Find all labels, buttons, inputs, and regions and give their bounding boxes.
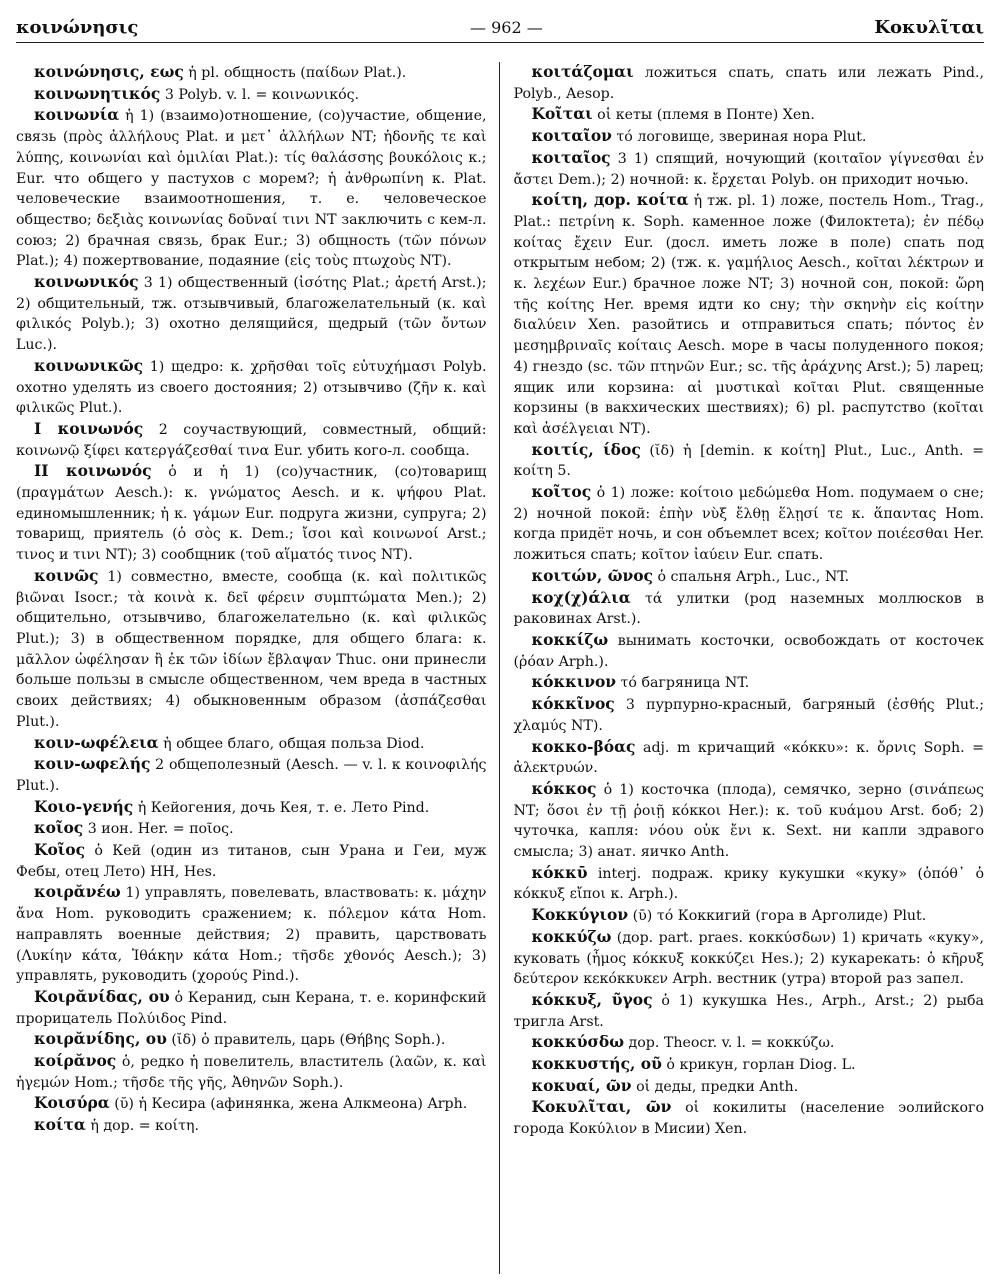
entry-definition: οἱ кеты (племя в Понте) Xen. <box>592 107 815 124</box>
dictionary-entry <box>514 62 985 104</box>
entry-definition: ἡ Кейогения, дочь Кея, т. е. Лето Pind. <box>133 799 430 816</box>
entry-headword: II κοινωνός <box>34 461 152 481</box>
dictionary-entry <box>514 482 985 566</box>
entry-headword: κόκκυξ, ῦγος <box>531 989 653 1009</box>
entry-definition: 3 ион. Her. = ποῖος. <box>83 821 234 838</box>
entry-headword: κοιτών, ῶνος <box>531 565 653 585</box>
running-head-right: Κοκυλῖται <box>874 16 984 38</box>
entry-headword: Κοκυλῖται, ῶν <box>531 1097 672 1117</box>
entry-headword: Κοῖται <box>531 104 593 124</box>
dictionary-entry <box>514 905 985 927</box>
dictionary-entry <box>16 1051 487 1093</box>
entry-definition: interj. подраж. крику кукушки «куку» (ὁπόθ᾽ ὁ κόκκυξ εἴποι κ. Arph.). <box>513 865 984 903</box>
dictionary-entry <box>514 779 985 863</box>
dictionary-entry <box>514 737 985 779</box>
dictionary-entry <box>514 927 985 990</box>
dictionary-entry <box>16 882 487 987</box>
entry-headword: κοιρᾰνέω <box>34 882 121 902</box>
entry-headword: I κοινωνός <box>34 418 144 438</box>
dictionary-entry <box>16 84 487 106</box>
entry-definition: τό багряница NT. <box>616 675 750 692</box>
right-column <box>500 62 985 1274</box>
dictionary-entry <box>16 461 487 566</box>
entry-definition: (ῐδ) ὁ правитель, царь (Θήβης Soph.). <box>166 1032 446 1049</box>
entry-definition: 2 общеполезный (Aesch. — v. l. к κοινοφιλής Plut.). <box>16 757 487 794</box>
dictionary-entry <box>514 1076 985 1098</box>
dictionary-entry <box>514 440 985 482</box>
dictionary-entry <box>16 1029 487 1051</box>
entry-headword: κοκκύζω <box>531 926 612 946</box>
entry-definition: ἡ дор. = κοίτη. <box>85 1118 199 1135</box>
dictionary-entry <box>16 733 487 755</box>
entry-definition: ὁ, редко ἡ повелитель, властитель (λαῶν, κ. καὶ ἡγεμών Hom.; τῆσδε τῆς γῆς, Ἀθηνῶν Soph.). <box>16 1054 487 1091</box>
dictionary-entry <box>16 754 487 796</box>
dictionary-entry <box>16 840 487 882</box>
entry-headword: κόκκινον <box>531 672 617 692</box>
entry-definition: τά улитки (род наземных моллюсков в раковинах Arst.). <box>513 590 984 628</box>
entry-definition: ἡ 1) (взаимо)отношение, (со)участие, общение, связь (πρὸς ἀλλήλους Plat. и μετ᾽ ἀλλήλων NT; ἡδονῆς τε καὶ λύπης, κοινωνίαι καὶ ὁμιλίαι Plat.): τίς θαλάσσης βουκόλοις κ.; Eur. что общего у пастухов с морем?; ἡ ἀνθρωπίνη κ. Plat. человеческие взаимоотношения, т. е. человеческое общество; δεξιὰς κοινωνίας δοῦναί τινι NT заключить с кем-л. союз; 2) брачная связь, брак Eur.; 3) общность (τῶν πόνων Plat.); 4) пожертвование, подаяние (εἰς τοὺς πτωχοὺς NT). <box>16 108 487 270</box>
entry-definition: ὁ 1) косточка (плода), семячко, зерно (σινάπεως NT; ὅσοι ἐν τῇ ῥοιῇ κόκκοι Her.): κ. τοῦ κυάμου Arst. боб; 2) чуточка, капля: νόου οὐκ ἔνι κ. Sext. ни капли здравого смысла; 3) анат. яичко Anth. <box>513 781 984 861</box>
entry-headword: κοίτη, дор. κοίτα <box>531 190 689 210</box>
dictionary-entry <box>16 272 487 356</box>
entry-headword: Κοισύρα <box>34 1093 110 1113</box>
dictionary-entry <box>16 987 487 1029</box>
dictionary-entry <box>16 356 487 419</box>
dictionary-entry <box>16 1093 487 1115</box>
entry-headword: κοινωνικός <box>34 272 139 292</box>
dictionary-entry <box>514 126 985 148</box>
entry-headword: κοκκυστής, οῦ <box>531 1054 662 1074</box>
entry-definition: ὁ спальня Arph., Luc., NT. <box>652 568 850 585</box>
dictionary-entry <box>514 630 985 672</box>
entry-headword: κοιν-ωφέλεια <box>34 732 159 752</box>
entry-headword: Κοιρᾰνίδας, ου <box>34 986 170 1006</box>
dictionary-columns <box>16 62 984 1274</box>
entry-definition: ὁ крикун, горлан Diog. L. <box>661 1057 856 1074</box>
entry-definition: ὁ 1) кукушка Hes., Arph., Arst.; 2) рыба тригла Arst. <box>513 992 984 1030</box>
entry-definition: οἱ кокилиты (население эолийского города Κοκύλιον в Мисии) Xen. <box>513 1100 984 1138</box>
entry-headword: κοίρᾰνος <box>34 1051 117 1071</box>
entry-definition: ὁ Кей (один из титанов, сын Урана и Геи, муж Фебы, отец Лето) HH, Hes. <box>16 843 487 880</box>
entry-headword: κόκκῡ <box>531 862 588 882</box>
entry-definition: 3 Polyb. v. l. = κοινωνικός. <box>160 86 360 103</box>
dictionary-entry <box>514 672 985 694</box>
entry-definition: ἡ pl. общность (παίδων Plat.). <box>183 65 407 81</box>
entry-definition: 3 1) спящий, ночующий (κοιταῖον γίγνεσθαι ἐν ἄστει Dem.); 2) ночной: κ. ἔρχεται Polyb. он приходит ночью. <box>513 150 984 188</box>
entry-definition: οἱ деды, предки Anth. <box>631 1078 799 1095</box>
entry-headword: κόκκῖνος <box>531 694 615 714</box>
entry-headword: κοιταῖος <box>531 147 611 167</box>
entry-headword: κοιρᾰνίδης, ου <box>34 1029 167 1049</box>
entry-headword: κοιν-ωφελής <box>34 754 151 774</box>
entry-definition: ὁ и ἡ 1) (со)участник, (со)товарищ (πραγμάτων Aesch.): κ. γνώματος Aesch. и κ. ψήφου Plat. единомышленник; ἡ κ. γάμων Eur. подруга жизни, супруга; 2) товарищ, приятель (ὁ σὸς κ. Dem.; ἴσοι καὶ κοινωνοί Arst.; τινος и τινι NT); 3) сообщник (τοῦ αἵματός τινος NT). <box>16 464 487 564</box>
entry-headword: κοχ(χ)άλια <box>531 587 631 607</box>
dictionary-entry <box>16 62 487 84</box>
entry-definition: 3 пурпурно-красный, багряный (ἐσθής Plut.; χλαμύς NT). <box>513 697 984 734</box>
entry-definition: 3 1) общественный (ἰσότης Plat.; ἀρετή Arst.); 2) общительный, тж. отзывчивый, благожелательный (κ. καὶ φιλικός Polyb.); 3) охотно делящийся, щедрый (τῶν ὄντων Luc.). <box>16 275 487 354</box>
dictionary-entry <box>514 863 985 905</box>
dictionary-entry <box>16 566 487 733</box>
dictionary-entry <box>514 104 985 126</box>
dictionary-entry <box>16 1115 487 1137</box>
entry-definition: (ῠ) ἡ Кесира (афинянка, жена Алкмеона) Arph. <box>109 1096 468 1113</box>
entry-headword: κοιτάζομαι <box>531 62 634 81</box>
entry-definition: ὁ 1) ложе: κοίτοιο μεδώμεθα Hom. подумаем о сне; 2) ночной покой: ἐπὴν νὺξ ἔλθῃ ἕλῃσί τε κ. ἅπαντας Hom. когда придёт ночь, и сон объемлет всех; κοῖτον ποιέεσθαι Her. ложиться спать; κοῖτον ἰαύειν Eur. спать. <box>513 485 984 564</box>
dictionary-entry <box>514 588 985 630</box>
dictionary-entry <box>16 419 487 461</box>
entry-headword: κοινωνικῶς <box>34 355 144 375</box>
entry-definition: ἡ общее благо, общая польза Diod. <box>158 735 425 752</box>
entry-headword: κοινωνητικός <box>34 83 161 103</box>
entry-headword: κοινώνησις, εως <box>34 62 184 81</box>
entry-headword: κοίτα <box>34 1115 86 1135</box>
entry-definition: (дор. part. praes. κοκκύσδων) 1) кричать «куку», куковать (ἦμος κόκκυξ κοκκύζει Hes.); 2) кукарекать: ὁ κῆρυξ δεύτερον κεκόκκυκεν Arph. вестник (утра) второй раз запел. <box>513 929 984 988</box>
running-head-left: κοινώνησις <box>16 16 139 38</box>
entry-headword: κοκκύσδω <box>531 1032 624 1052</box>
dictionary-entry <box>514 1054 985 1076</box>
entry-headword: κοινῶς <box>34 565 99 585</box>
entry-definition: 1) управлять, повелевать, властвовать: κ. μάχην ἄνα Hom. руководить сражением; κ. πόλεμον κάτα Hom. направлять военные действия; 2) править, царствовать (Λυκίην κάτα, Ἰθάκην κάτα Hom.; τῆσδε χθονός Aesch.); 3) управлять, руководить (χορούς Pind.). <box>16 885 487 985</box>
entry-headword: Κοκκύγιον <box>531 905 629 925</box>
dictionary-entry <box>514 148 985 190</box>
entry-definition: (ῡ) τό Коккигий (гора в Арголиде) Plut. <box>628 908 927 925</box>
dictionary-entry <box>514 990 985 1032</box>
entry-definition: дор. Theocr. v. l. = κοκκύζω. <box>623 1035 835 1052</box>
dictionary-entry <box>514 1097 985 1139</box>
page-header <box>16 12 984 43</box>
page-number: — 962 — <box>470 17 543 37</box>
entry-definition: ὁ Керанид, сын Керана, т. е. коринфский прорицатель Πολύιδος Pind. <box>16 989 487 1027</box>
dictionary-entry <box>16 797 487 819</box>
entry-definition: (ῐδ) ἡ [demin. к κοίτη] Plut., Luc., Anth. = κοίτη 5. <box>513 442 984 480</box>
entry-headword: Κοῖος <box>34 840 86 860</box>
entry-definition: 1) совместно, вместе, сообща (κ. καὶ πολιτικῶς βιῶναι Isocr.; τὰ κοινὰ κ. δεῖ φέρειν συμπτώματα Men.); 2) общительно, отзывчиво, благожелательно (κ. καὶ φιλικῶς Plut.); 3) в общественном порядке, для общего блага: κ. μᾶλλον ὠφέλησαν ἢ ἐκ τῶν ἰδίων ἔβλαψαν Thuc. они принесли больше пользы в смысле общественном, чем вреда в частных своих действиях; 4) обыкновенным образом (ἀσπάζεσθαι Plut.). <box>16 568 487 730</box>
dictionary-entry <box>514 694 985 736</box>
entry-definition: вынимать косточки, освобождать от косточек (ῥόαν Arph.). <box>513 632 984 670</box>
entry-definition: ἡ тж. pl. 1) ложе, постель Hom., Trag., Plat.: πετρίνη κ. Soph. каменное ложе (Филоктета); ἐν πέδῳ κοίτας ἔχειν Eur. (досл. иметь ложе в поле) спать под открытым небом; 2) (тж. κ. γαμήλιος Aesch., κοῖται λέκτρων и κ. λεχέων Eur.) брачное ложе NT; 3) ночной сон, покой: ὥρη τῆς κοίτης Her. время идти ко сну; τὴν σκηνὴν εἰς κοίτην διαλύειν Xen. разойтись и отправиться спать; πόντος ἐν μεσημβριναῖς κοίταις Aesch. море в часы полуденного покоя; 4) гнездо (sc. τῶν πτηνῶν Eur.; sc. τῆς ἀράχνης Arst.); 5) ларец; ящик или корзина: αἱ μυστικαὶ κοῖται Plut. священные корзины (в вакхических шествиях); 6) pl. распутство (κοῖται καὶ ἀσέλγειαι NT). <box>513 193 984 437</box>
entry-headword: κόκκος <box>531 778 597 798</box>
entry-definition: ложиться спать, спать или лежать Pind., Polyb., Aesop. <box>513 65 984 102</box>
dictionary-entry <box>16 105 487 272</box>
entry-headword: κοκυαί, ῶν <box>531 1075 632 1095</box>
entry-definition: 2 соучаствующий, совместный, общий: κοινωνῷ ξίφει κατεργάζεσθαί τινα Eur. убить кого-л. сообща. <box>16 421 487 459</box>
entry-headword: κοινωνία <box>34 105 120 125</box>
entry-definition: τό логовище, звериная нора Plut. <box>611 129 867 146</box>
dictionary-entry <box>514 190 985 439</box>
entry-headword: κοκκο-βόας <box>531 736 636 756</box>
entry-headword: κοκκίζω <box>531 629 609 649</box>
entry-headword: κοιτίς, ίδος <box>531 439 641 459</box>
dictionary-entry <box>514 1032 985 1054</box>
dictionary-entry <box>16 818 487 840</box>
entry-headword: κοῖος <box>34 818 84 838</box>
dictionary-entry <box>514 566 985 588</box>
entry-headword: κοῖτος <box>531 482 592 502</box>
entry-definition: 1) щедро: κ. χρῆσθαι τοῖς εὐτυχήμασι Polyb. охотно уделять из своего достояния; 2) отзывчиво (ζῆν κ. καὶ φιλικῶς Plut.). <box>16 358 487 417</box>
entry-definition: adj. m кричащий «κόκκυ»: κ. ὄρνις Soph. = ἀλεκτρυών. <box>513 739 984 777</box>
entry-headword: κοιταῖον <box>531 126 612 146</box>
left-column <box>16 62 500 1274</box>
entry-headword: Κοιο-γενής <box>34 796 134 816</box>
